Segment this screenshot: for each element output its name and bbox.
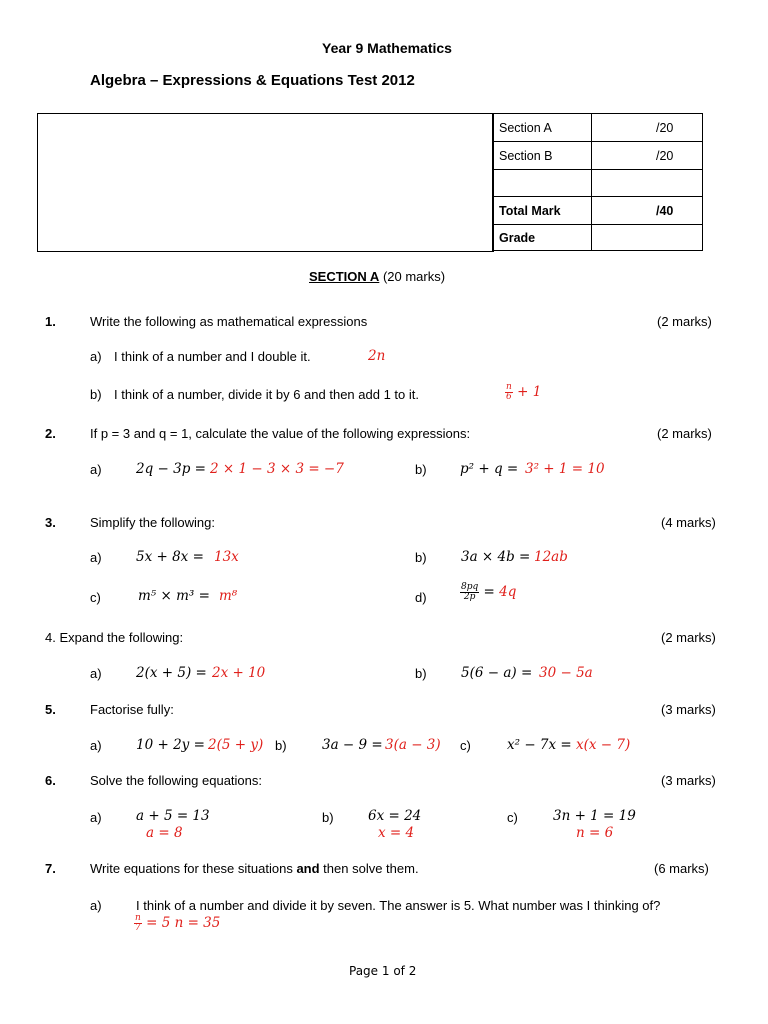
q7-text-pre: Write equations for these situations [90, 861, 297, 876]
q5-text: Factorise fully: [90, 702, 174, 717]
q1-number: 1. [45, 314, 56, 329]
marks-row-label: Section B [493, 142, 592, 170]
q4-heading [45, 630, 183, 645]
q7a-numerator: n [135, 913, 141, 923]
marks-row-label: Section A [493, 114, 592, 142]
q3d-label: d) [415, 590, 427, 605]
q3b-expr: 3a × 4b = [461, 549, 531, 565]
marks-row-value [592, 225, 703, 251]
q7-text-post: then solve them. [319, 861, 419, 876]
q4b-label: b) [415, 666, 427, 681]
q6c-answer: n = 6 [576, 825, 614, 841]
q3a-label: a) [90, 550, 102, 565]
q3-number: 3. [45, 515, 56, 530]
marks-row-label: Total Mark [493, 197, 592, 225]
q5b-expr: 3a − 9 = [322, 737, 383, 753]
q2b-expr: p² + q = [460, 461, 519, 477]
q6-text: Solve the following equations: [90, 773, 263, 788]
q1b-answer [505, 383, 541, 402]
marks-row-label: Grade [493, 225, 592, 251]
q2a-expr: 2q − 3p = [136, 461, 206, 477]
q7-marks: (6 marks) [654, 861, 709, 876]
q6-number: 6. [45, 773, 56, 788]
q7a-answer [134, 914, 220, 933]
q3c-answer: m⁸ [219, 588, 238, 604]
q2a-label: a) [90, 462, 102, 477]
q7a-label: a) [90, 898, 102, 913]
section-title: SECTION A [309, 269, 380, 284]
marks-table [492, 113, 703, 251]
marks-row-value: /40 [592, 197, 703, 225]
marks-row-value: /20 [592, 114, 703, 142]
q5a-expr: 10 + 2y = [136, 737, 205, 753]
q3b-answer: 12ab [534, 549, 568, 565]
marks-row-value [592, 170, 703, 197]
q4b-expr: 5(6 − a) = [461, 665, 533, 681]
q6c-label: c) [507, 810, 518, 825]
q7a-text: I think of a number and divide it by seven. The answer is 5. What number was I thinking of? [136, 898, 661, 913]
q7-text-bold: and [296, 861, 320, 876]
q3c-expr: m⁵ × m³ = [138, 588, 210, 604]
q5c-expr: x² − 7x = [507, 737, 572, 753]
q5c-label: c) [460, 738, 471, 753]
q1b-answer-rest: + 1 [517, 384, 542, 400]
q4a-label: a) [90, 666, 102, 681]
q1-text: Write the following as mathematical expressions [90, 314, 368, 329]
name-box [37, 113, 494, 252]
q1a-text: I think of a number and I double it. [114, 349, 311, 364]
page-title: Year 9 Mathematics [322, 40, 452, 56]
q2b-label: b) [415, 462, 427, 477]
q3d-equals: = [483, 584, 495, 600]
q2-marks: (2 marks) [657, 426, 712, 441]
q7-number: 7. [45, 861, 56, 876]
q3d-denominator: 2p [463, 592, 476, 602]
q3-marks: (4 marks) [661, 515, 716, 530]
q1b-text: I think of a number, divide it by 6 and then add 1 to it. [114, 387, 419, 402]
q2b-answer: 3² + 1 = 10 [525, 461, 605, 477]
q1-marks: (2 marks) [657, 314, 712, 329]
q6b-answer: x = 4 [378, 825, 415, 841]
q7a-answer-rest: = 5 n = 35 [146, 915, 221, 931]
q5-marks: (3 marks) [661, 702, 716, 717]
q5-number: 5. [45, 702, 56, 717]
q3d-numerator: 8pq [461, 582, 479, 592]
q6b-expr: 6x = 24 [368, 808, 422, 824]
q4-marks: (2 marks) [661, 630, 716, 645]
marks-row-label [493, 170, 592, 197]
q6b-label: b) [322, 810, 334, 825]
q5a-label: a) [90, 738, 102, 753]
q4-text: Expand the following: [59, 630, 184, 645]
q4a-answer: 2x + 10 [212, 665, 266, 681]
q1b-answer-denominator: 6 [506, 392, 512, 402]
q3b-label: b) [415, 550, 427, 565]
page-number: Page 1 of 2 [349, 964, 417, 978]
q2-number: 2. [45, 426, 56, 441]
page-subtitle: Algebra – Expressions & Equations Test 2012 [90, 72, 415, 89]
q3d-expr [460, 583, 516, 602]
q6c-expr: 3n + 1 = 19 [553, 808, 636, 824]
q4b-answer: 30 − 5a [539, 665, 593, 681]
q1b-label: b) [90, 387, 102, 402]
q1a-answer: 2n [368, 348, 386, 364]
q6a-label: a) [90, 810, 102, 825]
q3a-expr: 5x + 8x = [136, 549, 204, 565]
q6a-answer: a = 8 [146, 825, 183, 841]
q1b-answer-numerator: n [506, 382, 512, 392]
q7-text [90, 861, 419, 876]
q4-number: 4. [45, 630, 56, 645]
section-marks: (20 marks) [382, 269, 446, 284]
q3-text: Simplify the following: [90, 515, 215, 530]
q3a-answer: 13x [214, 549, 239, 565]
q5b-answer: 3(a − 3) [385, 737, 441, 753]
q6a-expr: a + 5 = 13 [136, 808, 210, 824]
q3d-answer: 4q [499, 584, 517, 600]
q6-marks: (3 marks) [661, 773, 716, 788]
q3c-label: c) [90, 590, 101, 605]
q5a-answer: 2(5 + y) [208, 737, 264, 753]
q2-text: If p = 3 and q = 1, calculate the value of the following expressions: [90, 426, 471, 441]
marks-row-value: /20 [592, 142, 703, 170]
q5c-answer: x(x − 7) [576, 737, 631, 753]
q5b-label: b) [275, 738, 287, 753]
section-heading [309, 269, 445, 284]
q7a-denominator: 7 [135, 923, 141, 933]
q2a-answer: 2 × 1 − 3 × 3 = −7 [210, 461, 344, 477]
q4a-expr: 2(x + 5) = [136, 665, 207, 681]
q1a-label: a) [90, 349, 102, 364]
